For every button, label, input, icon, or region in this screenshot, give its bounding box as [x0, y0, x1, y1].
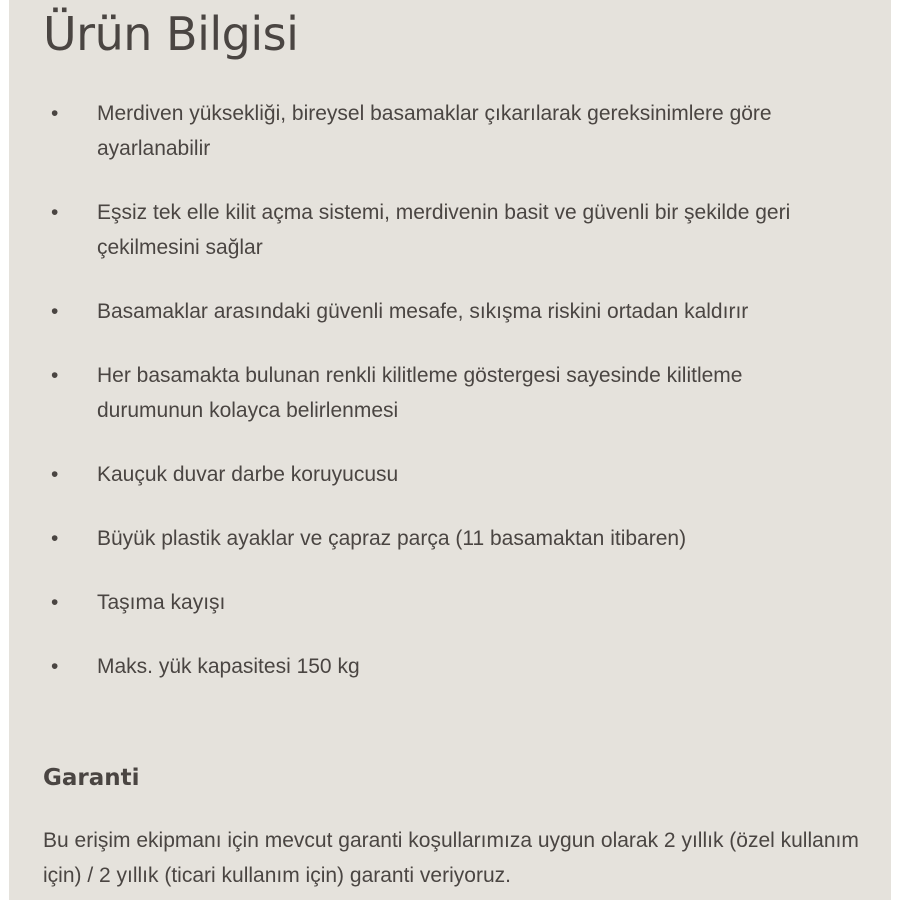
- list-item: [9, 649, 891, 684]
- list-item: [9, 457, 891, 492]
- list-item: [9, 294, 891, 329]
- feature-text: Her basamakta bulunan renkli kilitleme göstergesi sayesinde kilitleme durumunun kolayca belirlenmesi: [97, 364, 743, 422]
- warranty-heading: Garanti: [43, 765, 140, 791]
- feature-text: Merdiven yüksekliği, bireysel basamaklar çıkarılarak gereksinimlere göre ayarlanabilir: [97, 102, 772, 160]
- feature-text: Eşsiz tek elle kilit açma sistemi, merdivenin basit ve güvenli bir şekilde geri çekilmesini sağlar: [97, 201, 791, 259]
- list-item: [9, 521, 891, 556]
- bullet-icon: •: [51, 527, 59, 550]
- bullet-icon: •: [51, 463, 59, 486]
- product-info-panel: [9, 0, 891, 900]
- bullet-icon: •: [51, 591, 59, 614]
- feature-text: Kauçuk duvar darbe koruyucusu: [97, 463, 399, 486]
- page-title: Ürün Bilgisi: [43, 7, 299, 61]
- feature-text: Büyük plastik ayaklar ve çapraz parça (11 basamaktan itibaren): [97, 527, 687, 550]
- bullet-icon: •: [51, 201, 59, 224]
- bullet-icon: •: [51, 364, 59, 387]
- bullet-icon: •: [51, 102, 59, 125]
- feature-text: Basamaklar arasındaki güvenli mesafe, sıkışma riskini ortadan kaldırır: [97, 300, 749, 323]
- list-item: [9, 585, 891, 620]
- list-item: [9, 96, 891, 166]
- feature-text: Taşıma kayışı: [97, 591, 226, 614]
- list-item: [9, 195, 891, 265]
- list-item: [9, 358, 891, 428]
- feature-list: [9, 96, 891, 713]
- bullet-icon: •: [51, 300, 59, 323]
- feature-text: Maks. yük kapasitesi 150 kg: [97, 655, 360, 678]
- bullet-icon: •: [51, 655, 59, 678]
- warranty-text: Bu erişim ekipmanı için mevcut garanti koşullarımıza uygun olarak 2 yıllık (özel kullanım için) / 2 yıllık (ticari kullanım için) garanti veriyoruz.: [43, 829, 859, 887]
